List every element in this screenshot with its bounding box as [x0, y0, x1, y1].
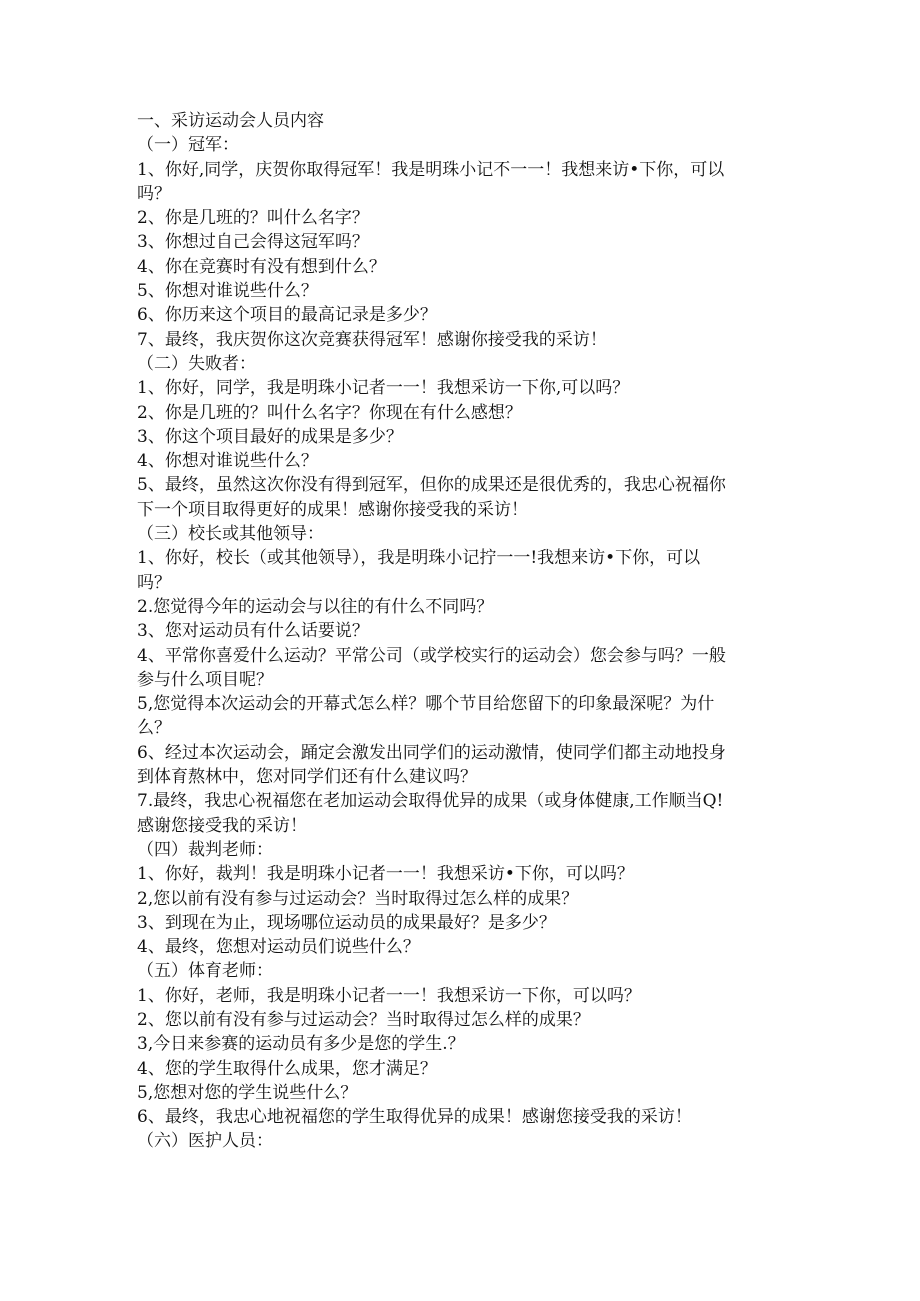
text-line: 3、你想过自己会得这冠军吗？	[137, 232, 369, 253]
document-title: 一、采访运动会人员内容	[137, 111, 324, 131]
text-line: 3,今日来参赛的运动员有多少是您的学生.？	[137, 1034, 465, 1055]
document-body	[137, 109, 787, 1154]
text-line: 1、你好，老师，我是明珠小记者一一！我想采访一下你，可以吗？	[137, 985, 641, 1006]
text-line: 1、你好，裁判！我是明珠小记者一一！我想采访•下你，可以吗？	[137, 864, 634, 885]
text-line: 3、到现在为止，现场哪位运动员的成果最好？是多少？	[137, 912, 556, 933]
text-line: 3、您对运动员有什么话要说？	[137, 621, 369, 642]
text-line: 下一个项目取得更好的成果！感谢你接受我的采访！	[137, 499, 528, 520]
text-line: 7.最终，我忠心祝福您在老加运动会取得优异的成果（或身体健康,工作顺当Q!	[137, 791, 724, 812]
text-line: 1、你好,同学，庆贺你取得冠军！我是明珠小记不一一！我想来访•下你，可以	[137, 159, 725, 180]
text-line: 么？	[137, 718, 171, 739]
text-line: 1、你好，同学，我是明珠小记者一一！我想采访一下你,可以吗？	[137, 378, 630, 399]
text-line: 2、你是几班的？叫什么名字？你现在有什么感想？	[137, 402, 522, 423]
text-line: 5、你想对谁说些什么？	[137, 281, 318, 302]
text-line: 2、你是几班的？叫什么名字？	[137, 208, 369, 229]
text-line: 吗？	[137, 183, 171, 204]
text-line: 5,您想对您的学生说些什么？	[137, 1082, 358, 1103]
text-line: 4、你在竞赛时有没有想到什么？	[137, 256, 386, 277]
section-heading-champion: （一）冠军：	[137, 135, 239, 156]
text-line: 2,您以前有没有参与过运动会？当时取得过怎么样的成果？	[137, 888, 579, 909]
text-line: 4、平常你喜爱什么运动？平常公司（或学校实行的运动会）您会参与吗？一般	[137, 645, 726, 666]
text-line: 6、你历来这个项目的最高记录是多少？	[137, 305, 437, 326]
text-line: 2、您以前有没有参与过运动会？当时取得过怎么样的成果？	[137, 1009, 590, 1030]
section-heading-pe-teacher: （五）体育老师：	[137, 961, 273, 982]
text-line: 5,您觉得本次运动会的开幕式怎么样？哪个节目给您留下的印象最深呢？为什	[137, 694, 715, 715]
text-line: 3、你这个项目最好的成果是多少？	[137, 426, 403, 447]
text-line: 吗？	[137, 572, 171, 593]
text-line: 7、最终，我庆贺你这次竞赛获得冠军！感谢你接受我的采访！	[137, 329, 607, 350]
text-line: 到体育熬林中，您对同学们还有什么建议吗？	[137, 767, 477, 788]
text-line: 6、经过本次运动会，踊定会激发出同学们的运动激情，使同学们都主动地投身	[137, 742, 726, 763]
text-line: 2.您觉得今年的运动会与以往的有什么不同吗？	[137, 596, 494, 617]
section-heading-medical-staff: （六）医护人员：	[137, 1131, 273, 1152]
section-heading-principal: （三）校长或其他领导：	[137, 524, 324, 545]
text-line: 6、最终，我忠心地祝福您的学生取得优异的成果！感谢您接受我的采访！	[137, 1107, 692, 1128]
text-line: 1、你好，校长（或其他领导），我是明珠小记拧一一!我想来访•下你，可以	[137, 548, 701, 569]
text-line: 感谢您接受我的采访！	[137, 815, 307, 836]
section-heading-loser: （二）失败者：	[137, 353, 256, 374]
text-line: 4、你想对谁说些什么？	[137, 451, 318, 472]
text-line: 参与什么项目呢？	[137, 669, 273, 690]
text-line: 4、您的学生取得什么成果，您才满足？	[137, 1058, 437, 1079]
section-heading-referee: （四）裁判老师：	[137, 839, 273, 860]
text-line: 4、最终，您想对运动员们说些什么？	[137, 937, 420, 958]
text-line: 5、最终，虽然这次你没有得到冠军，但你的成果还是很优秀的，我忠心祝福你	[137, 475, 726, 496]
